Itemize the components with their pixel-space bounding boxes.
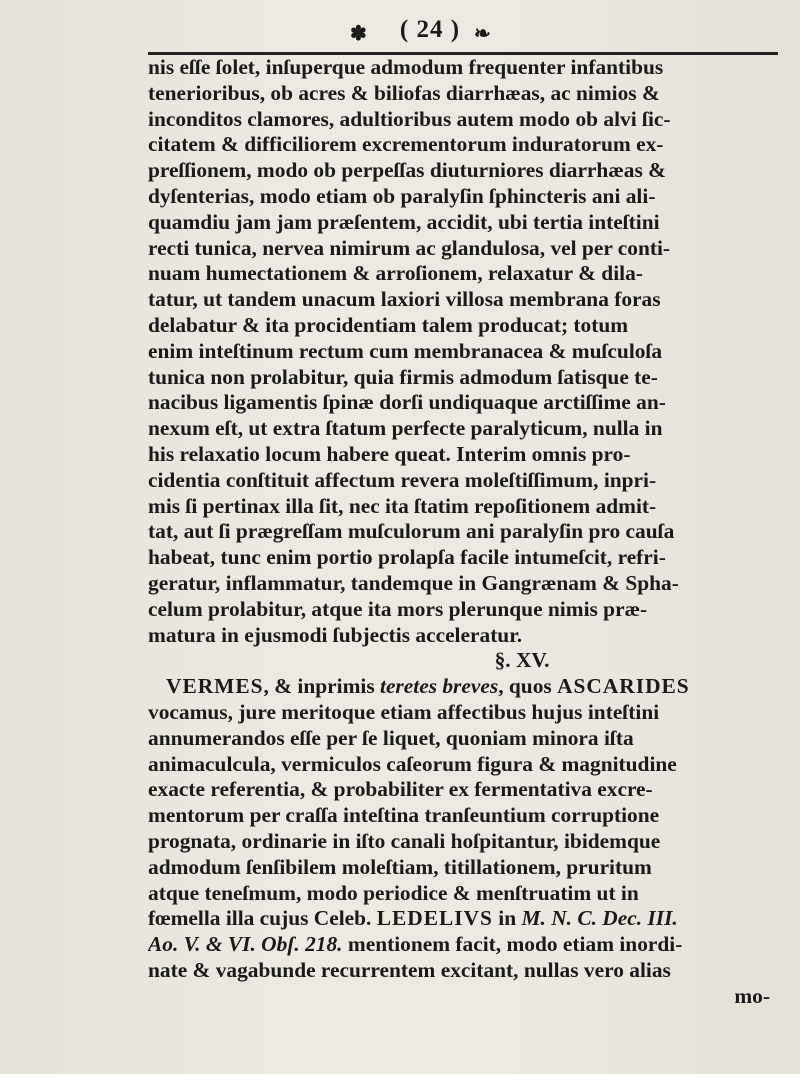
text-line: habeat, tunc enim portio prolapſa facile intumeſcit, refri- <box>148 545 666 570</box>
text-line: nate & vagabunde recurrentem excitant, nullas vero alias <box>148 957 671 982</box>
text-line: tat, aut ſi prægreſſam muſculorum ani paralyſin pro cauſa <box>148 519 675 544</box>
text-run: mentionem facit, modo etiam inordi- <box>342 932 683 957</box>
text-line: tenerioribus, ob acres & biliofas diarrhæas, ac nimios & <box>148 80 660 105</box>
text-line: animaculcula, vermiculos caſeorum figura & magnitudine <box>148 751 677 776</box>
text-line: enim inteſtinum rectum cum membranacea & muſculoſa <box>148 338 663 363</box>
section-heading: §. XV. <box>494 648 550 673</box>
citation: M. N. C. Dec. III. <box>521 906 678 931</box>
page-number: ( 24 ) <box>399 16 461 43</box>
catchword: mo- <box>734 983 770 1008</box>
text-run: , & inprimis <box>263 674 380 699</box>
text-line: preſſionem, modo ob perpeſſas diuturniores diarrhæas & <box>148 158 666 183</box>
text-line: his relaxatio locum habere queat. Interim omnis pro- <box>148 441 631 466</box>
term-teretes-breves: teretes breves <box>380 674 499 699</box>
author-ledelius: LEDELIVS <box>376 906 493 931</box>
text-line: atque teneſmum, modo periodice & menſtruatim ut in <box>148 880 639 905</box>
text-line <box>148 932 776 958</box>
text-run: , quos <box>498 674 558 699</box>
text-line: admodum ſenſibilem moleſtiam, titillationem, pruritum <box>148 854 652 879</box>
text-line: delabatur & ita procidentiam talem producat; totum <box>148 312 629 337</box>
text-line: prognata, ordinarie in iſto canali hoſpitantur, ibidemque <box>148 828 661 853</box>
text-line: mis ſi pertinax illa ſit, nec ita ſtatim repoſitionem admit- <box>148 493 657 518</box>
term-vermes: VERMES <box>166 674 264 699</box>
text-run: in <box>492 906 522 931</box>
citation: Ao. V. & VI. Obſ. 218. <box>148 932 343 957</box>
text-line: nis eſſe ſolet, inſuperque admodum frequenter infantibus <box>148 55 664 79</box>
text-line: tatur, ut tandem unacum laxiori villosa membrana foras <box>148 287 661 312</box>
text-line <box>148 674 776 700</box>
text-line: tunica non prolabitur, quia firmis admodum ſatisque te- <box>148 364 658 389</box>
text-line: inconditos clamores, adultioribus autem modo ob alvi ſic- <box>148 106 671 131</box>
hand-ornament-icon: ❧ <box>474 23 491 45</box>
text-line: recti tunica, nervea nimirum ac glandulosa, vel per conti- <box>148 235 671 260</box>
text-line: nexum eſt, ut extra ſtatum perfecte paralyticum, nulla in <box>148 416 663 441</box>
text-line: exacte referentia, & probabiliter ex fermentativa excre- <box>148 777 653 802</box>
term-ascarides: ASCARIDES <box>557 674 690 699</box>
text-run: fœmella illa cujus Celeb. <box>148 906 377 931</box>
text-line: dyſenterias, modo etiam ob paralyſin ſphincteris ani ali- <box>148 183 656 208</box>
fleuron-ornament-icon: ✽ <box>350 23 367 45</box>
text-line: mentorum per craſſa inteſtina tranſeuntium corruptione <box>148 803 660 828</box>
text-line: annumerandos eſſe per ſe liquet, quoniam minora iſta <box>148 725 634 750</box>
text-line: cidentia conſtituit affectum revera moleſtiſſimum, inpri- <box>148 467 657 492</box>
text-line: nuam humectationem & arroſionem, relaxatur & dila- <box>148 261 643 286</box>
text-line: nacibus ligamentis ſpinæ dorſi undiquaque arctiſſime an- <box>148 390 666 415</box>
text-line <box>148 906 776 932</box>
text-line: matura in ejusmodi ſubjectis acceleratur. <box>148 622 523 647</box>
text-line: citatem & difficiliorem excrementorum induratorum ex- <box>148 132 664 157</box>
text-line: geratur, inflammatur, tandemque in Gangrænam & Spha- <box>148 570 679 595</box>
main-text <box>148 55 776 1009</box>
page-header <box>0 8 800 48</box>
text-line: celum prolabitur, atque ita mors plerunque nimis præ- <box>148 596 648 621</box>
text-line: quamdiu jam jam præſentem, accidit, ubi tertia inteſtini <box>148 209 660 234</box>
text-line: vocamus, jure meritoque etiam affectibus hujus inteſtini <box>148 699 660 724</box>
